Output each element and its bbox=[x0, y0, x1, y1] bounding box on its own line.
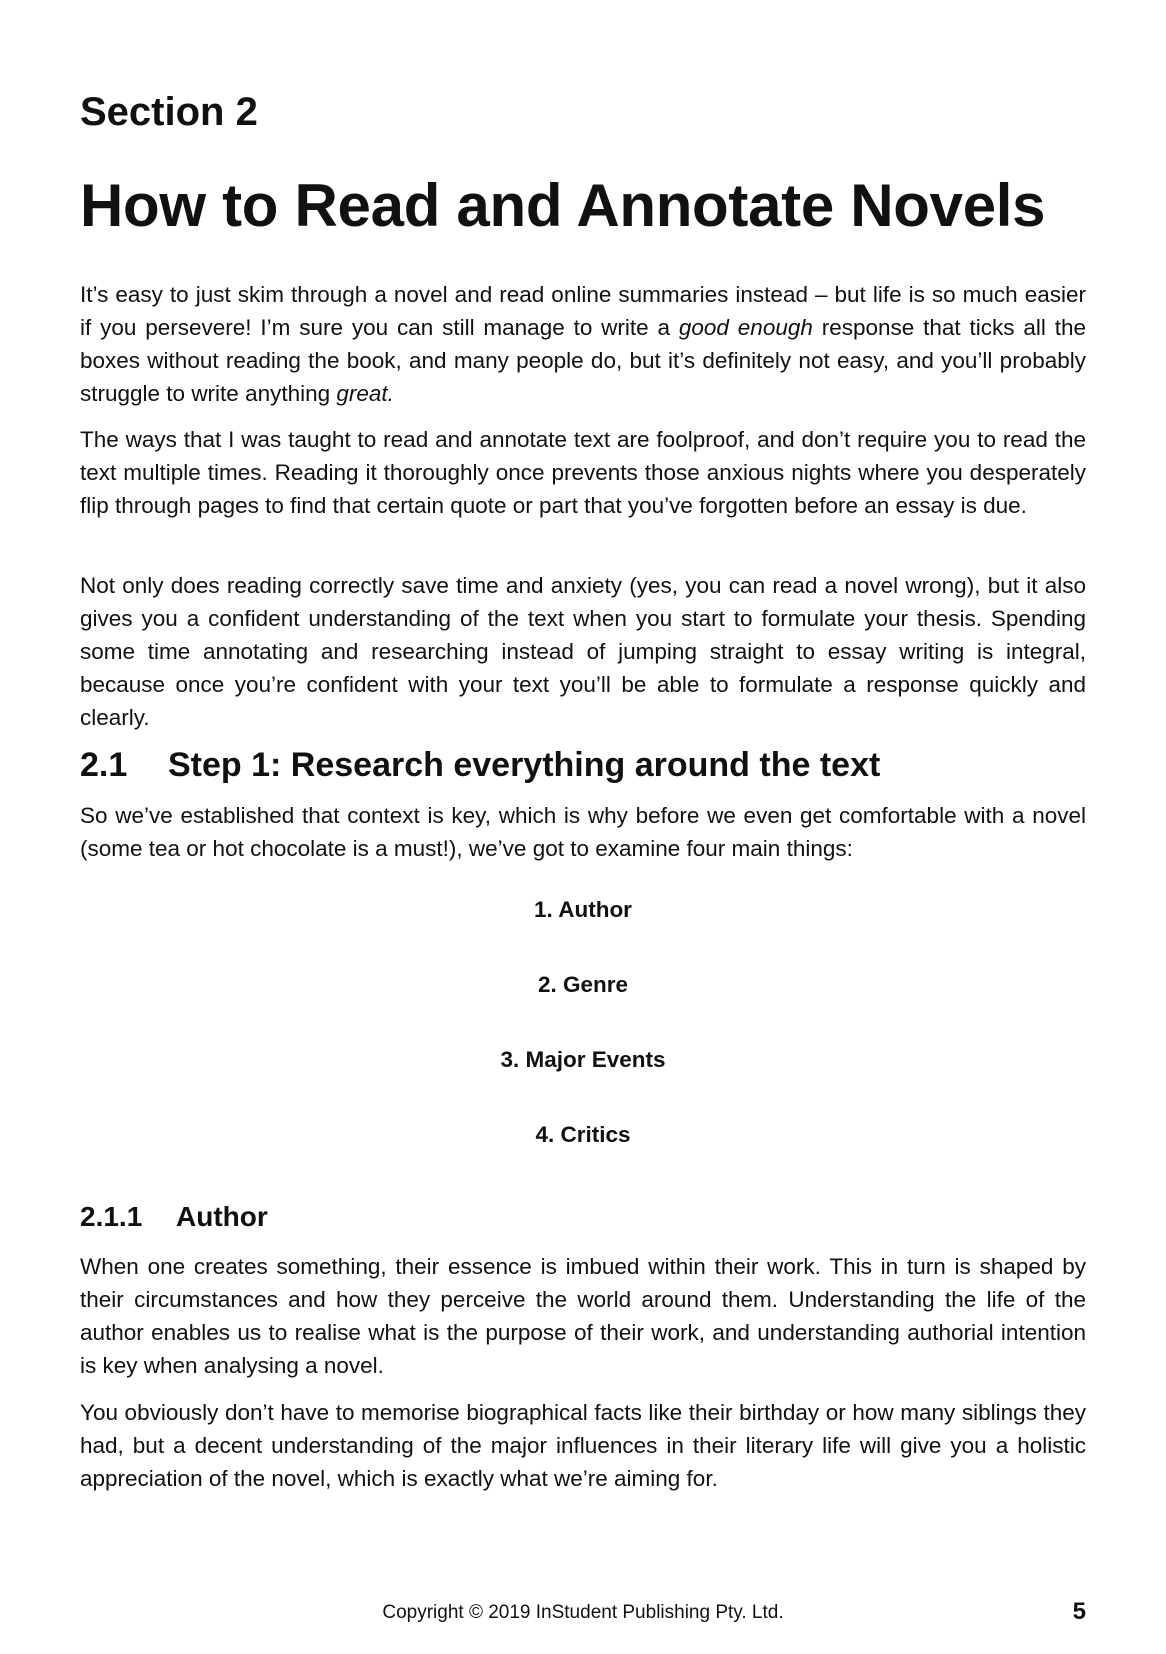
heading-text: Author bbox=[176, 1201, 268, 1232]
page-title: How to Read and Annotate Novels bbox=[80, 172, 1046, 239]
heading-2-1-1 bbox=[80, 1203, 268, 1231]
four-things-list bbox=[80, 898, 1086, 1198]
list-item-author: 1. Author bbox=[534, 897, 632, 922]
page-footer bbox=[80, 1598, 1086, 1626]
list-item-genre: 2. Genre bbox=[537, 972, 629, 997]
paragraph-text: response that ticks all the boxes without reading the book, and many people do, but it’s definitely not easy, and you’ll probably struggle to write anything bbox=[80, 315, 1086, 406]
intro-paragraph-3: Not only does reading correctly save time and anxiety (yes, you can read a novel wrong), but it also gives you a confident understanding of the text when you start to formulate your thesis. Spending some time annotating and researching instead of jumping straight to essay writing is integral, because once you’re confident with your text you’ll be able to formulate a response quickly and clearly. bbox=[80, 573, 1086, 730]
step1-paragraph: So we’ve established that context is key, which is why before we even get comfortable with a novel (some tea or hot chocolate is a must!), we’ve got to examine four main things: bbox=[80, 803, 1086, 861]
intro-paragraph-2: The ways that I was taught to read and annotate text are foolproof, and don’t require you to read the text multiple times. Reading it thoroughly once prevents those anxious nights where you desperately flip through pages to find that certain quote or part that you’ve forgotten before an essay is due. bbox=[80, 427, 1086, 518]
emphasis-good-enough: good enough bbox=[678, 315, 813, 340]
page-number: 5 bbox=[1072, 1598, 1086, 1625]
section-label: Section 2 bbox=[80, 90, 258, 134]
paragraph-text: It’s easy to just skim through a novel and read online summaries instead – but life is so much easier if you persevere! I’m sure you can still manage to write a bbox=[80, 282, 1086, 340]
list-item-critics: 4. Critics bbox=[535, 1122, 631, 1147]
emphasis-great: great. bbox=[336, 381, 394, 406]
heading-number: 2.1 bbox=[80, 746, 128, 784]
list-item-major-events: 3. Major Events bbox=[500, 1047, 666, 1072]
author-paragraph-1: When one creates something, their essence is imbued within their work. This in turn is shaped by their circumstances and how they perceive the world around them. Understanding the life of the author enables us to realise what is the purpose of their work, and understanding authorial intention is key when analysing a novel. bbox=[80, 1254, 1086, 1378]
copyright-notice: Copyright © 2019 InStudent Publishing Pty. Ltd. bbox=[382, 1602, 784, 1623]
heading-number: 2.1.1 bbox=[80, 1201, 143, 1232]
intro-paragraph-1 bbox=[80, 278, 1086, 410]
heading-2-1 bbox=[80, 748, 880, 782]
heading-text: Step 1: Research everything around the text bbox=[168, 746, 881, 784]
author-paragraph-2: You obviously don’t have to memorise biographical facts like their birthday or how many siblings they had, but a decent understanding of the major influences in their literary life will give you a holistic appreciation of the novel, which is exactly what we’re aiming for. bbox=[80, 1400, 1086, 1491]
